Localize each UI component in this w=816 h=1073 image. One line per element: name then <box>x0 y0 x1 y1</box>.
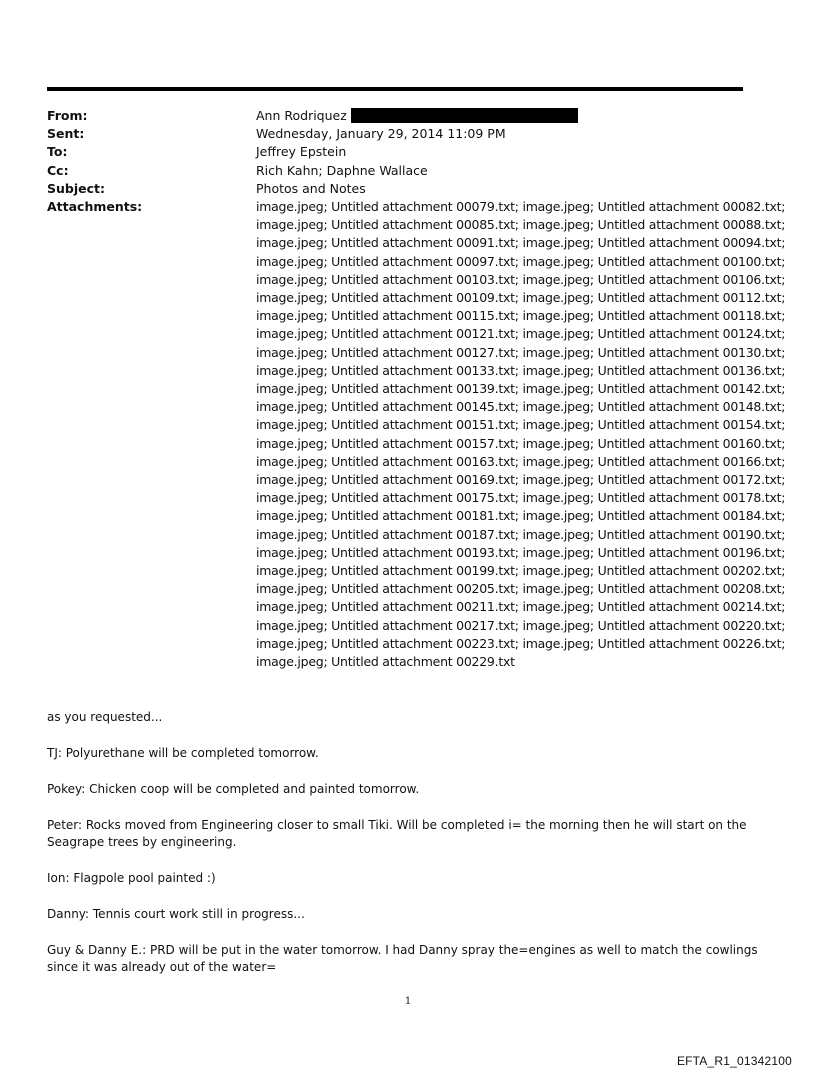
attachment-line: image.jpeg; Untitled attachment 00223.txt; image.jpeg; Untitled attachment 00226.txt; <box>256 635 786 651</box>
email-header <box>47 107 786 671</box>
attachment-line: image.jpeg; Untitled attachment 00139.txt; image.jpeg; Untitled attachment 00142.txt; <box>256 381 786 397</box>
email-body <box>47 709 767 995</box>
attachment-line: image.jpeg; Untitled attachment 00091.txt; image.jpeg; Untitled attachment 00094.txt; <box>256 235 786 251</box>
body-paragraph: Ion: Flagpole pool painted :) <box>47 871 216 885</box>
attachments-row <box>47 198 786 671</box>
attachment-line: image.jpeg; Untitled attachment 00133.txt; image.jpeg; Untitled attachment 00136.txt; <box>256 362 786 378</box>
from-value <box>256 107 767 125</box>
attachment-line: image.jpeg; Untitled attachment 00109.txt; image.jpeg; Untitled attachment 00112.txt; <box>256 290 786 306</box>
attachment-line: image.jpeg; Untitled attachment 00199.txt; image.jpeg; Untitled attachment 00202.txt; <box>256 563 786 579</box>
attachment-line: image.jpeg; Untitled attachment 00097.txt; image.jpeg; Untitled attachment 00100.txt; <box>256 253 786 269</box>
attachment-line: image.jpeg; Untitled attachment 00205.txt; image.jpeg; Untitled attachment 00208.txt; <box>256 581 786 597</box>
attachment-line: image.jpeg; Untitled attachment 00169.txt; image.jpeg; Untitled attachment 00172.txt; <box>256 472 786 488</box>
to-label: To: <box>47 144 68 160</box>
attachment-line: image.jpeg; Untitled attachment 00187.txt; image.jpeg; Untitled attachment 00190.txt; <box>256 526 786 542</box>
body-paragraph: Guy & Danny E.: PRD will be put in the water tomorrow. I had Danny spray the=engines as well to match the cowlings since it was already out of the water= <box>47 943 758 974</box>
attachment-line: image.jpeg; Untitled attachment 00229.txt <box>256 654 515 670</box>
attachment-line: image.jpeg; Untitled attachment 00211.txt; image.jpeg; Untitled attachment 00214.txt; <box>256 599 786 615</box>
attachment-line: image.jpeg; Untitled attachment 00181.txt; image.jpeg; Untitled attachment 00184.txt; <box>256 508 786 524</box>
attachment-line: image.jpeg; Untitled attachment 00103.txt; image.jpeg; Untitled attachment 00106.txt; <box>256 271 786 287</box>
body-paragraph: as you requested... <box>47 710 163 724</box>
attachment-line: image.jpeg; Untitled attachment 00151.txt; image.jpeg; Untitled attachment 00154.txt; <box>256 417 786 433</box>
sent-row <box>47 125 767 143</box>
body-paragraph: Peter: Rocks moved from Engineering closer to small Tiki. Will be completed i= the morning then he will start on the Seagrape trees by engineering. <box>47 818 747 849</box>
sent-label: Sent: <box>47 126 85 142</box>
from-row <box>47 107 767 125</box>
cc-value: Rich Kahn; Daphne Wallace <box>256 162 428 178</box>
attachment-line: image.jpeg; Untitled attachment 00085.txt; image.jpeg; Untitled attachment 00088.txt; <box>256 217 786 233</box>
attachment-line: image.jpeg; Untitled attachment 00079.txt; image.jpeg; Untitled attachment 00082.txt; <box>256 199 786 215</box>
attachment-line: image.jpeg; Untitled attachment 00121.txt; image.jpeg; Untitled attachment 00124.txt; <box>256 326 786 342</box>
cc-label: Cc: <box>47 162 69 178</box>
cc-row <box>47 162 767 180</box>
attachment-line: image.jpeg; Untitled attachment 00157.txt; image.jpeg; Untitled attachment 00160.txt; <box>256 435 786 451</box>
attachment-line: image.jpeg; Untitled attachment 00115.txt; image.jpeg; Untitled attachment 00118.txt; <box>256 308 786 324</box>
sender-name: Ann Rodriquez <box>256 108 347 123</box>
subject-value: Photos and Notes <box>256 180 366 196</box>
subject-label: Subject: <box>47 180 105 196</box>
to-row <box>47 143 767 161</box>
attachments-label: Attachments: <box>47 199 143 215</box>
sent-value: Wednesday, January 29, 2014 11:09 PM <box>256 126 506 142</box>
attachment-line: image.jpeg; Untitled attachment 00175.txt; image.jpeg; Untitled attachment 00178.txt; <box>256 490 786 506</box>
body-paragraph: Pokey: Chicken coop will be completed and painted tomorrow. <box>47 782 420 796</box>
attachment-line: image.jpeg; Untitled attachment 00127.txt; image.jpeg; Untitled attachment 00130.txt; <box>256 344 786 360</box>
body-paragraph: Danny: Tennis court work still in progress... <box>47 907 305 921</box>
attachments-list <box>256 198 785 671</box>
document-id: EFTA_R1_01342100 <box>676 1054 792 1068</box>
attachment-line: image.jpeg; Untitled attachment 00163.txt; image.jpeg; Untitled attachment 00166.txt; <box>256 453 786 469</box>
redaction-bar <box>351 108 578 123</box>
subject-row <box>47 180 767 198</box>
from-label: From: <box>47 108 88 123</box>
to-value: Jeffrey Epstein <box>256 144 347 160</box>
header-rule <box>47 87 743 91</box>
page-number: 1 <box>404 996 412 1007</box>
attachment-line: image.jpeg; Untitled attachment 00217.txt; image.jpeg; Untitled attachment 00220.txt; <box>256 617 786 633</box>
body-paragraph: TJ: Polyurethane will be completed tomorrow. <box>47 746 319 760</box>
attachment-line: image.jpeg; Untitled attachment 00145.txt; image.jpeg; Untitled attachment 00148.txt; <box>256 399 786 415</box>
attachment-line: image.jpeg; Untitled attachment 00193.txt; image.jpeg; Untitled attachment 00196.txt; <box>256 544 786 560</box>
